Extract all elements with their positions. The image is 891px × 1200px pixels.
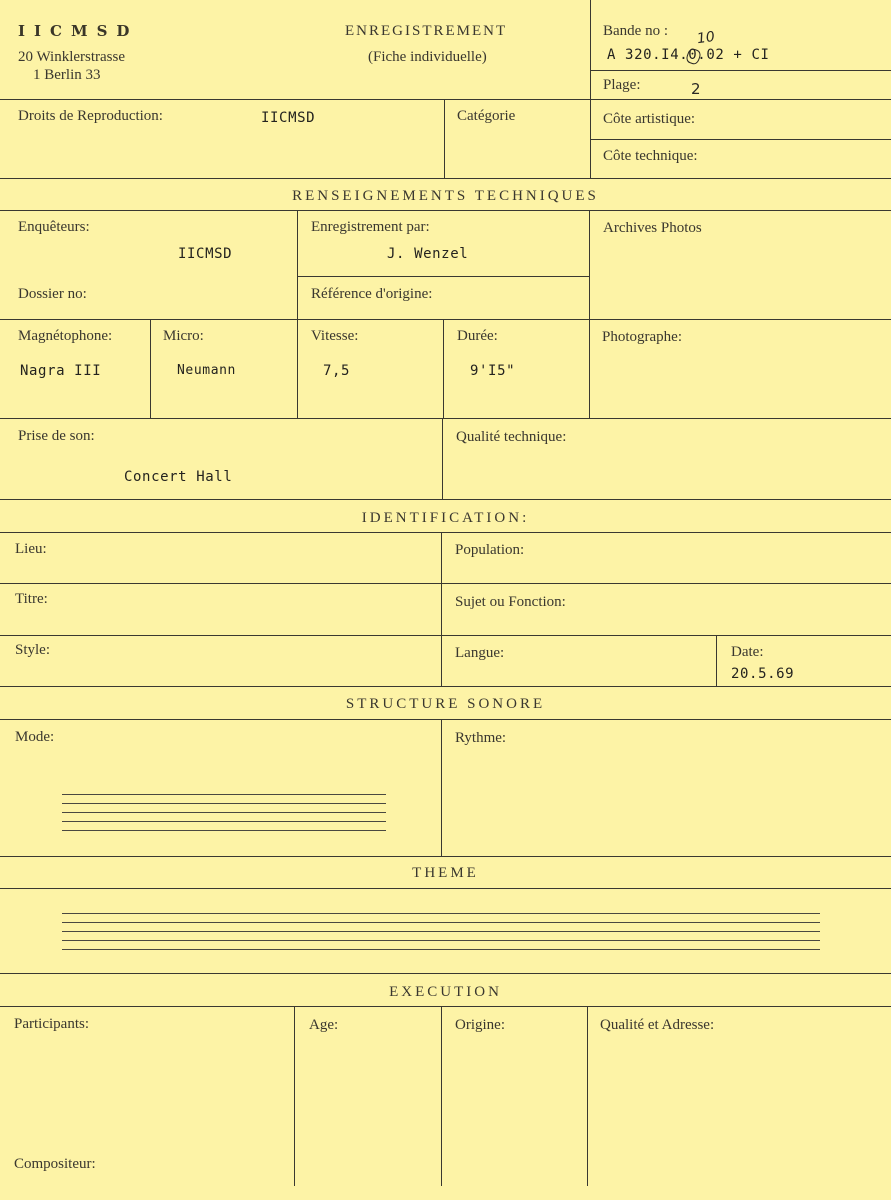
org-logo: IICMSD [18, 22, 139, 40]
cote-artistique-label: Côte artistique: [603, 111, 696, 127]
section-technique-title: RENSEIGNEMENTS TECHNIQUES [292, 188, 599, 204]
bande-handwritten-correction: 10 [695, 28, 716, 48]
rule-tech-row1-bottom [0, 319, 891, 320]
participants-label: Participants: [14, 1016, 89, 1032]
rule-section-execution [0, 1006, 891, 1007]
address-line-1: 20 Winklerstrasse [18, 49, 126, 65]
rule-bande-left [590, 0, 591, 178]
rule-plage-top [590, 70, 891, 71]
langue-label: Langue: [455, 645, 505, 661]
rule-tech-row3-bottom [0, 499, 891, 500]
bande-value-struck-digit: 0 [688, 47, 697, 63]
rule-id-row3-bottom [0, 686, 891, 687]
categorie-label: Catégorie [457, 108, 516, 124]
qualite-adresse-label: Qualité et Adresse: [600, 1017, 715, 1033]
rule-section-identification [0, 532, 891, 533]
droits-value: IICMSD [261, 110, 316, 126]
plage-value: 2 [691, 80, 701, 98]
rule-archives-left [589, 210, 590, 418]
section-theme-title: THEME [412, 865, 479, 881]
mode-staff-line [62, 821, 386, 822]
rule-section-structure [0, 719, 891, 720]
section-execution-title: EXECUTION [389, 984, 502, 1000]
bande-value-end: .02 + CI [697, 47, 770, 63]
prise-de-son-value: Concert Hall [124, 469, 233, 485]
micro-value: Neumann [177, 363, 236, 378]
rule-id-row2-bottom [0, 635, 891, 636]
bande-value-start: A 320.I4. [607, 47, 689, 63]
rule-structure-bottom [0, 856, 891, 857]
rule-enreg-left [297, 210, 298, 418]
bande-label: Bande no : [603, 23, 668, 39]
population-label: Population: [455, 542, 525, 558]
enregistrement-label: Enregistrement par: [311, 219, 430, 235]
form-subtitle: (Fiche individuelle) [368, 49, 487, 65]
rule-qualite-left [442, 418, 443, 499]
date-label: Date: [731, 644, 764, 660]
rule-micro-left [150, 319, 151, 418]
rule-duree-left [443, 319, 444, 418]
magnetophone-value: Nagra III [20, 363, 102, 379]
section-identification-title: IDENTIFICATION: [361, 510, 530, 526]
archives-photos-label: Archives Photos [603, 220, 702, 236]
duree-value: 9'I5" [470, 363, 516, 379]
duree-label: Durée: [457, 328, 498, 344]
theme-staff-line [62, 931, 820, 932]
mode-staff-line [62, 803, 386, 804]
rule-id-mid [441, 532, 442, 686]
address-line-2: 1 Berlin 33 [33, 67, 101, 83]
mode-staff-line [62, 794, 386, 795]
bande-value [607, 46, 770, 64]
rule-tech-row2-bottom [0, 418, 891, 419]
rule-section-technique [0, 210, 891, 211]
enqueteurs-value: IICMSD [178, 246, 233, 262]
theme-staff-line [62, 949, 820, 950]
origine-label: Origine: [455, 1017, 505, 1033]
rule-structure-mid [441, 719, 442, 856]
rule-age-left [294, 1006, 295, 1186]
vitesse-value: 7,5 [323, 363, 351, 379]
qualite-technique-label: Qualité technique: [456, 429, 567, 445]
mode-staff-line [62, 812, 386, 813]
rule-id-row1-bottom [0, 583, 891, 584]
magnetophone-label: Magnétophone: [18, 328, 113, 344]
rythme-label: Rythme: [455, 730, 507, 746]
reference-label: Référence d'origine: [311, 286, 433, 302]
plage-label: Plage: [603, 77, 641, 93]
dossier-label: Dossier no: [18, 286, 87, 302]
cote-technique-label: Côte technique: [603, 148, 698, 164]
theme-staff-line [62, 940, 820, 941]
theme-staff-line [62, 913, 820, 914]
enqueteurs-label: Enquêteurs: [18, 219, 90, 235]
style-label: Style: [15, 642, 51, 658]
rule-qualite-adresse-left [587, 1006, 588, 1186]
rule-rights-bottom [0, 178, 891, 179]
lieu-label: Lieu: [15, 541, 47, 557]
vitesse-label: Vitesse: [311, 328, 359, 344]
theme-staff-line [62, 922, 820, 923]
prise-de-son-label: Prise de son: [18, 428, 95, 444]
rule-header-bottom [0, 99, 891, 100]
mode-staff-line [62, 830, 386, 831]
rule-date-left [716, 635, 717, 686]
age-label: Age: [309, 1017, 339, 1033]
section-structure-title: STRUCTURE SONORE [345, 696, 546, 712]
sujet-label: Sujet ou Fonction: [455, 594, 566, 610]
rule-section-theme [0, 888, 891, 889]
rule-origine-left [441, 1006, 442, 1186]
form-title: ENREGISTREMENT [345, 23, 508, 39]
rule-categorie-left [444, 99, 445, 178]
rule-cote-divider [590, 139, 891, 140]
compositeur-label: Compositeur: [14, 1156, 96, 1172]
droits-label: Droits de Reproduction: [18, 108, 163, 124]
enregistrement-value: J. Wenzel [387, 246, 469, 262]
rule-theme-bottom [0, 973, 891, 974]
micro-label: Micro: [163, 328, 204, 344]
photographe-label: Photographe: [602, 329, 682, 345]
titre-label: Titre: [15, 591, 48, 607]
date-value: 20.5.69 [731, 666, 795, 682]
rule-enreg-divider [297, 276, 589, 277]
mode-label: Mode: [15, 729, 55, 745]
